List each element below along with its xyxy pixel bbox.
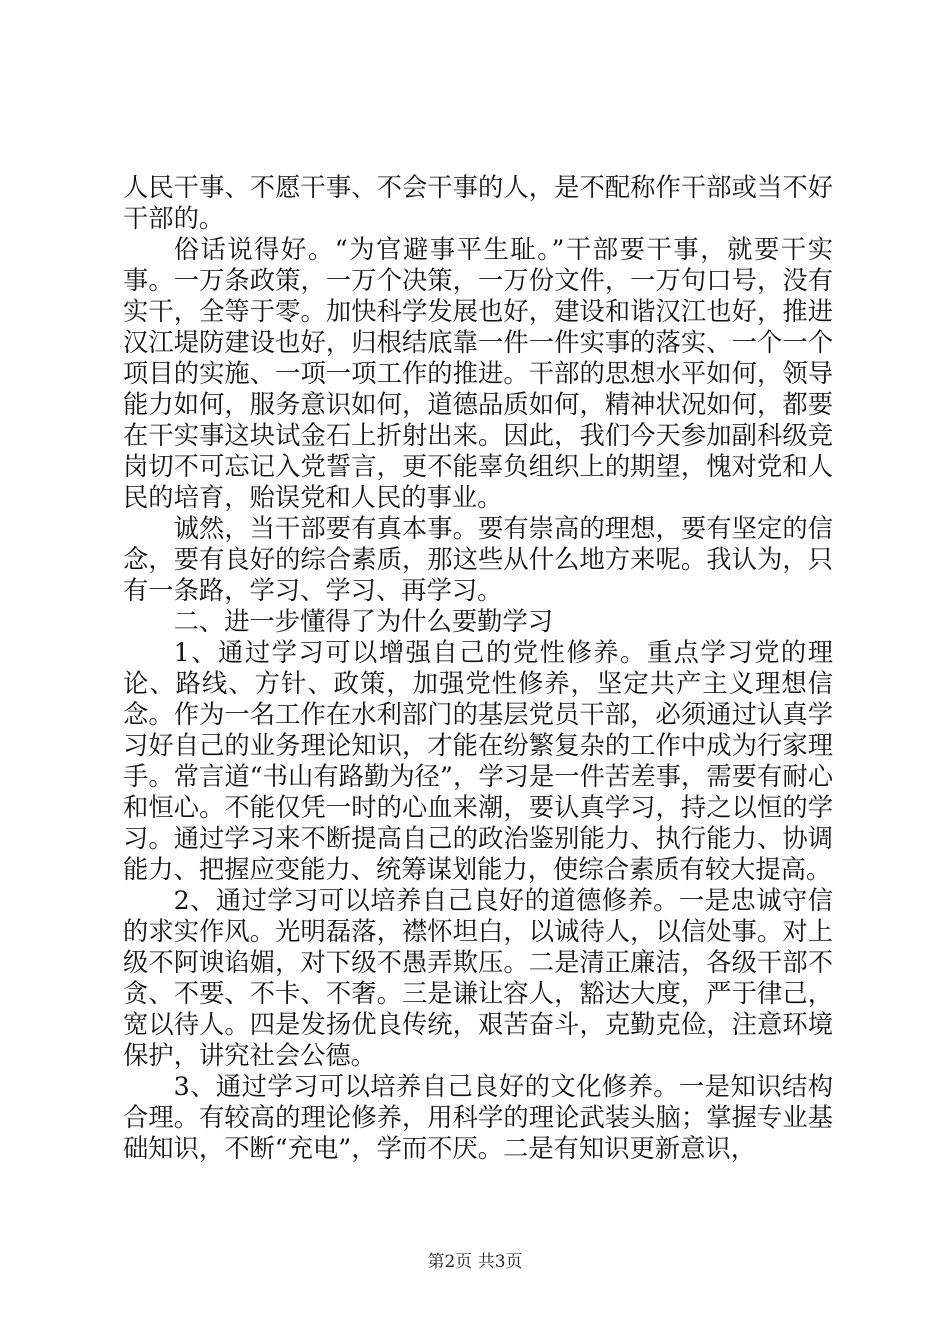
- paragraph: 诚然，当干部要有真本事。要有崇高的理想，要有坚定的信念，要有良好的综合素质，那这些从什么地方来呢。我认为，只有一条路，学习、学习、再学习。: [123, 514, 833, 605]
- section-heading: 二、进一步懂得了为什么要勤学习: [173, 607, 554, 636]
- paragraph: 人民干事、不愿干事、不会干事的人，是不配称作干部或当不好干部的。: [123, 173, 833, 233]
- paragraph: 俗话说得好。“为官避事平生耻。”干部要干事，就要干实事。一万条政策，一万个决策，一万份文件，一万句口号，没有实干，全等于零。加快科学发展也好，建设和谐汉江也好，推进汉江堤防建设也好，归根结底靠一件一件实事的落实、一个一个项目的实施、一项一项工作的推进。干部的思想水平如何，领导能力如何，服务意识如何，道德品质如何，精神状况如何，都要在干实事这块试金石上折射出来。因此，我们今天参加副科级竞岗切不可忘记入党誓言，更不能辜负组织上的期望，愧对党和人民的培育，贻误党和人民的事业。: [123, 235, 833, 512]
- page-number-footer: 第2页 共3页: [427, 1252, 523, 1272]
- document-body: [123, 172, 833, 1164]
- paragraph: 2、通过学习可以培养自己良好的道德修养。一是忠诚守信的求实作风。光明磊落，襟怀坦白，以诚待人，以信处事。对上级不阿谀谄媚，对下级不愚弄欺压。二是清正廉洁，各级干部不贪、不要、不卡、不奢。三是谦让容人，豁达大度，严于律己，宽以待人。四是发扬优良传统，艰苦奋斗，克勤克俭，注意环境保护，讲究社会公德。: [123, 886, 833, 1070]
- paragraph: 1、通过学习可以增强自己的党性修养。重点学习党的理论、路线、方针、政策，加强党性修养，坚定共产主义理想信念。作为一名工作在水利部门的基层党员干部，必须通过认真学习好自己的业务理论知识，才能在纷繁复杂的工作中成为行家理手。常言道“书山有路勤为径”，学习是一件苦差事，需要有耐心和恒心。不能仅凭一时的心血来潮，要认真学习，持之以恒的学习。通过学习来不断提高自己的政治鉴别能力、执行能力、协调能力、把握应变能力、统筹谋划能力，使综合素质有较大提高。: [123, 638, 833, 884]
- paragraph: 3、通过学习可以培养自己良好的文化修养。一是知识结构合理。有较高的理论修养，用科学的理论武装头脑；掌握专业基础知识，不断“充电”，学而不厌。二是有知识更新意识，: [123, 1072, 833, 1163]
